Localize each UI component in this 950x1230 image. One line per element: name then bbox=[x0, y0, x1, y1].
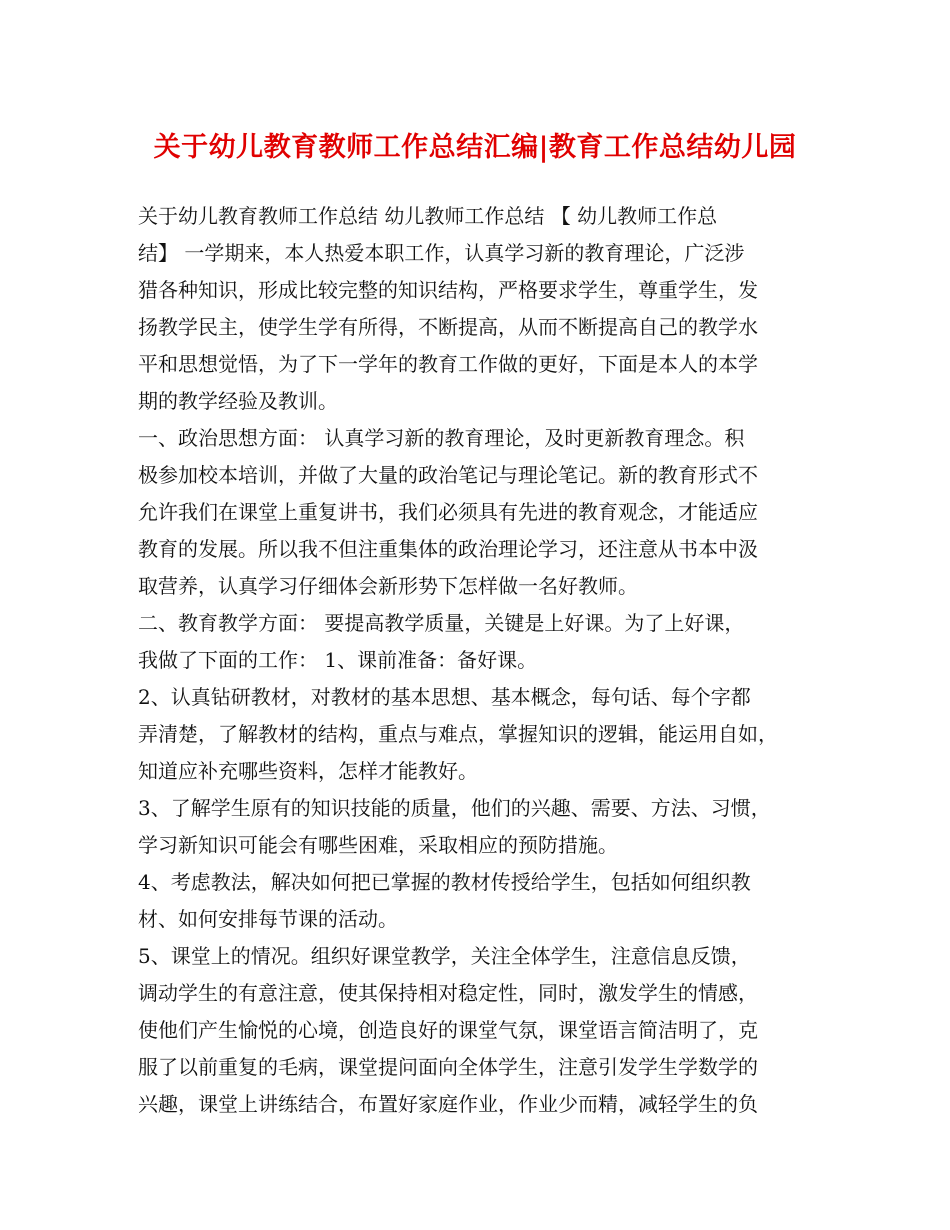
body-line: 允许我们在课堂上重复讲书，我们必须具有先进的教育观念，才能适应 bbox=[138, 500, 758, 524]
body-line: 猎各种知识，形成比较完整的知识结构，严格要求学生，尊重学生，发 bbox=[138, 278, 758, 302]
body-line: 一、政治思想方面： 认真学习新的教育理论，及时更新教育理念。积 bbox=[138, 426, 745, 450]
body-line: 调动学生的有意注意，使其保持相对稳定性，同时，激发学生的情感， bbox=[138, 981, 758, 1005]
body-line: 服了以前重复的毛病，课堂提问面向全体学生，注意引发学生学数学的 bbox=[138, 1055, 758, 1079]
body-line: 结】 一学期来，本人热爱本职工作，认真学习新的教育理论，广泛涉 bbox=[138, 241, 745, 265]
body-line: 我做了下面的工作： 1、课前准备：备好课。 bbox=[138, 648, 538, 672]
body-line: 知道应补充哪些资料，怎样才能教好。 bbox=[138, 759, 478, 783]
body-line: 取营养，认真学习仔细体会新形势下怎样做一名好教师。 bbox=[138, 574, 638, 598]
body-line: 3、了解学生原有的知识技能的质量，他们的兴趣、需要、方法、习惯， bbox=[138, 796, 771, 820]
document-title: 关于幼儿教育教师工作总结汇编|教育工作总结幼儿园 bbox=[153, 132, 797, 163]
body-line: 兴趣，课堂上讲练结合，布置好家庭作业，作业少而精，减轻学生的负 bbox=[138, 1092, 758, 1116]
body-line: 教育的发展。所以我不但注重集体的政治理论学习，还注意从书本中汲 bbox=[138, 537, 758, 561]
body-line: 学习新知识可能会有哪些困难，采取相应的预防措施。 bbox=[138, 833, 618, 857]
body-line: 使他们产生愉悦的心境，创造良好的课堂气氛，课堂语言简洁明了，克 bbox=[138, 1018, 758, 1042]
body-line: 弄清楚，了解教材的结构，重点与难点，掌握知识的逻辑，能运用自如， bbox=[138, 722, 778, 746]
body-line: 平和思想觉悟，为了下一学年的教育工作做的更好，下面是本人的本学 bbox=[138, 352, 758, 376]
body-line: 关于幼儿教育教师工作总结 幼儿教师工作总结 【 幼儿教师工作总 bbox=[138, 204, 718, 228]
body-line: 极参加校本培训，并做了大量的政治笔记与理论笔记。新的教育形式不 bbox=[138, 463, 758, 487]
body-line: 扬教学民主，使学生学有所得，不断提高，从而不断提高自己的教学水 bbox=[138, 315, 758, 339]
body-line: 4、考虑教法，解决如何把已掌握的教材传授给学生，包括如何组织教 bbox=[138, 870, 751, 894]
body-line: 期的教学经验及教训。 bbox=[138, 389, 338, 413]
body-line: 二、教育教学方面： 要提高教学质量，关键是上好课。为了上好课， bbox=[138, 611, 745, 635]
body-line: 材、如何安排每节课的活动。 bbox=[138, 907, 398, 931]
body-line: 5、课堂上的情况。组织好课堂教学，关注全体学生，注意信息反馈， bbox=[138, 944, 751, 968]
document-body bbox=[138, 198, 818, 1123]
body-line: 2、认真钻研教材，对教材的基本思想、基本概念，每句话、每个字都 bbox=[138, 685, 751, 709]
